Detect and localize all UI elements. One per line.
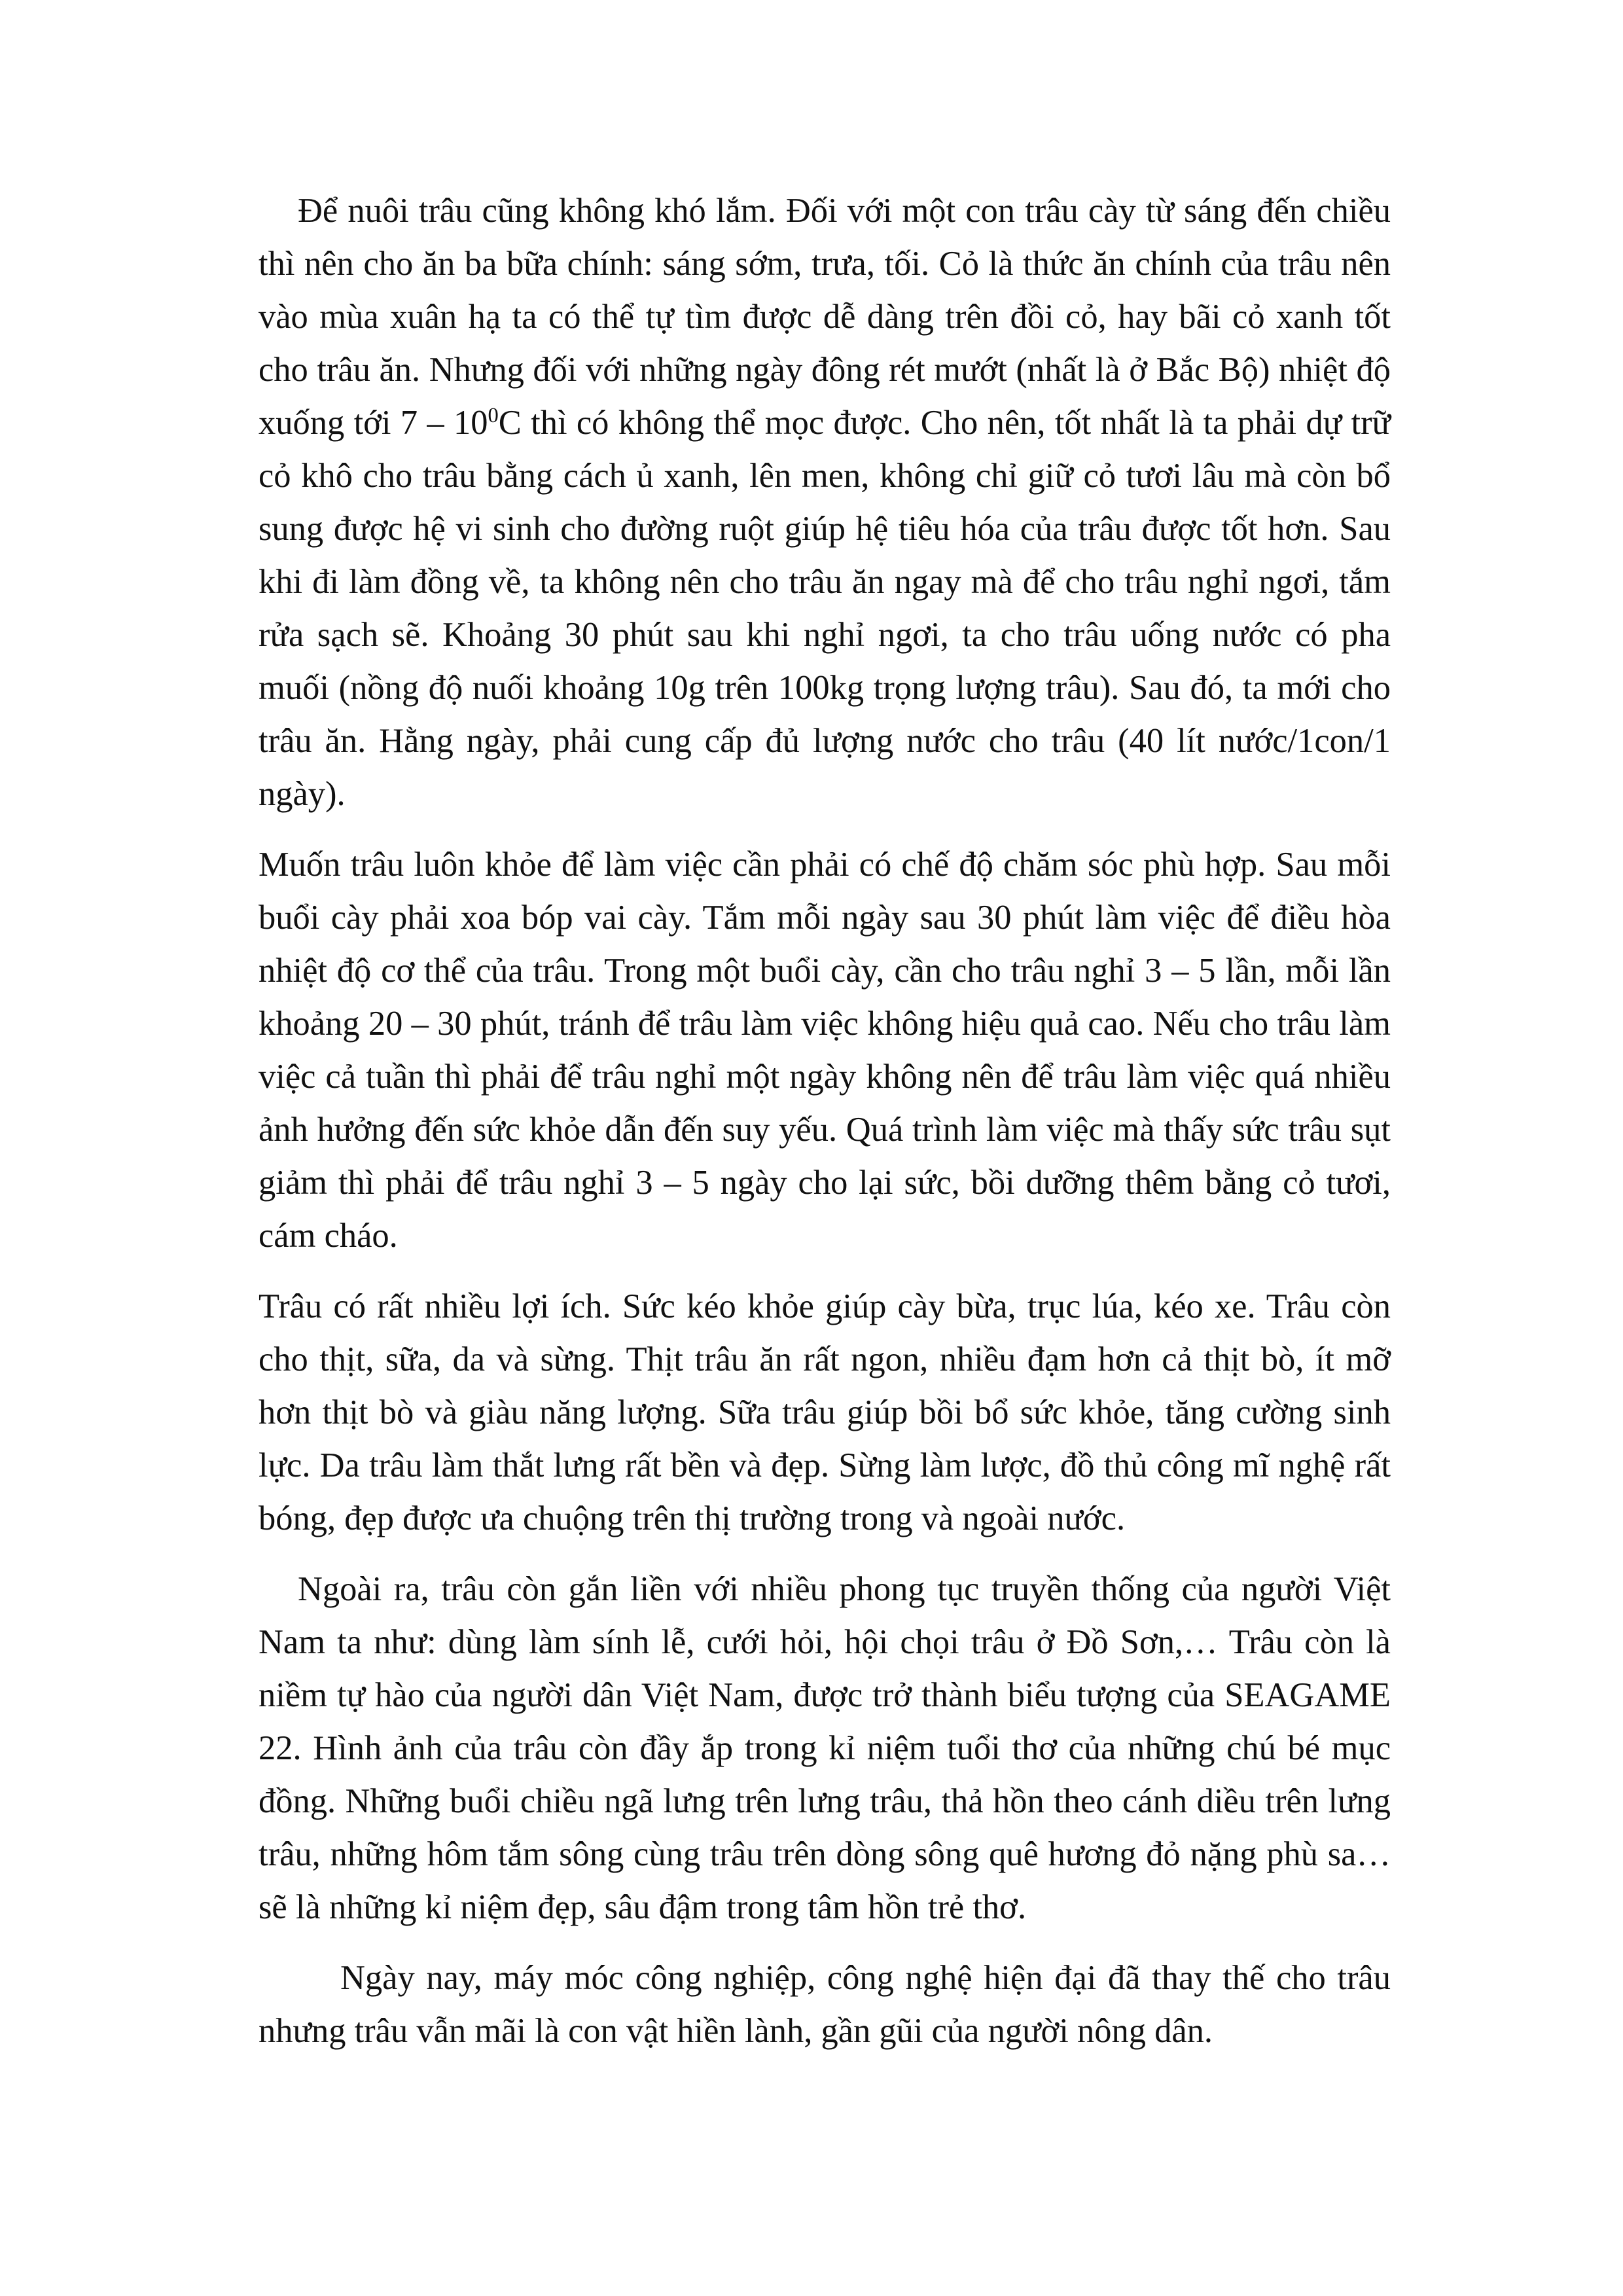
paragraph-feeding-text-2: C thì có không thể mọc được. Cho nên, tốt nhất là ta phải dự trữ cỏ khô cho trâu bằng cách ủ xanh, lên men, không chỉ giữ cỏ tươi lâu mà còn bổ sung được hệ vi sinh cho đường ruột giúp hệ tiêu hóa của trâu được tốt hơn. Sau khi đi làm đồng về, ta không nên cho trâu ăn ngay mà để cho trâu nghỉ ngơi, tắm rửa sạch sẽ. Khoảng 30 phút sau khi nghỉ ngơi, ta cho trâu uống nước có pha muối (nồng độ nuối khoảng 10g trên 100kg trọng lượng trâu). Sau đó, ta mới cho trâu ăn. Hằng ngày, phải cung cấp đủ lượng nước cho trâu (40 lít nước/1con/1 ngày). [259, 404, 1391, 813]
paragraph-care: Muốn trâu luôn khỏe để làm việc cần phải có chế độ chăm sóc phù hợp. Sau mỗi buổi cày phải xoa bóp vai cày. Tắm mỗi ngày sau 30 phút làm việc để điều hòa nhiệt độ cơ thể của trâu. Trong một buổi cày, cần cho trâu nghỉ 3 – 5 lần, mỗi lần khoảng 20 – 30 phút, tránh để trâu làm việc không hiệu quả cao. Nếu cho trâu làm việc cả tuần thì phải để trâu nghỉ một ngày không nên để trâu làm việc quá nhiều ảnh hưởng đến sức khỏe dẫn đến suy yếu. Quá trình làm việc mà thấy sức trâu sụt giảm thì phải để trâu nghỉ 3 – 5 ngày cho lại sức, bồi dưỡng thêm bằng cỏ tươi, cám cháo. [259, 846, 1391, 1255]
paragraph-conclusion: Ngày nay, máy móc công nghiệp, công nghệ hiện đại đã thay thế cho trâu nhưng trâu vẫn mãi là con vật hiền lành, gần gũi của người nông dân. [259, 1959, 1391, 2050]
paragraph-benefits: Trâu có rất nhiều lợi ích. Sức kéo khỏe giúp cày bừa, trục lúa, kéo xe. Trâu còn cho thịt, sữa, da và sừng. Thịt trâu ăn rất ngon, nhiều đạm hơn cả thịt bò, ít mỡ hơn thịt bò và giàu năng lượng. Sữa trâu giúp bồi bổ sức khỏe, tăng cường sinh lực. Da trâu làm thắt lưng rất bền và đẹp. Sừng làm lược, đồ thủ công mĩ nghệ rất bóng, đẹp được ưa chuộng trên thị trường trong và ngoài nước. [259, 1287, 1391, 1537]
paragraph-feeding-text-1: Để nuôi trâu cũng không khó lắm. Đối với một con trâu cày từ sáng đến chiều thì nên cho ăn ba bữa chính: sáng sớm, trưa, tối. Cỏ là thức ăn chính của trâu nên vào mùa xuân hạ ta có thể tự tìm được dễ dàng trên đồi cỏ, hay bãi cỏ xanh tốt cho trâu ăn. Nhưng đối với những ngày đông rét mướt (nhất là ở Bắc Bộ) nhiệt độ xuống tới 7 – 10 [259, 192, 1391, 442]
paragraph-traditions: Ngoài ra, trâu còn gắn liền với nhiều phong tục truyền thống của người Việt Nam ta như: dùng làm sính lễ, cưới hỏi, hội chọi trâu ở Đồ Sơn,… Trâu còn là niềm tự hào của người dân Việt Nam, được trở thành biểu tượng của SEAGAME 22. Hình ảnh của trâu còn đầy ắp trong kỉ niệm tuổi thơ của những chú bé mục đồng. Những buổi chiều ngã lưng trên lưng trâu, thả hồn theo cánh diều trên lưng trâu, những hôm tắm sông cùng trâu trên dòng sông quê hương đỏ nặng phù sa… sẽ là những kỉ niệm đẹp, sâu đậm trong tâm hồn trẻ thơ. [259, 1570, 1391, 1926]
body-text [259, 185, 1391, 2075]
paragraph-feeding [259, 185, 1391, 821]
degree-superscript: 0 [488, 404, 499, 428]
